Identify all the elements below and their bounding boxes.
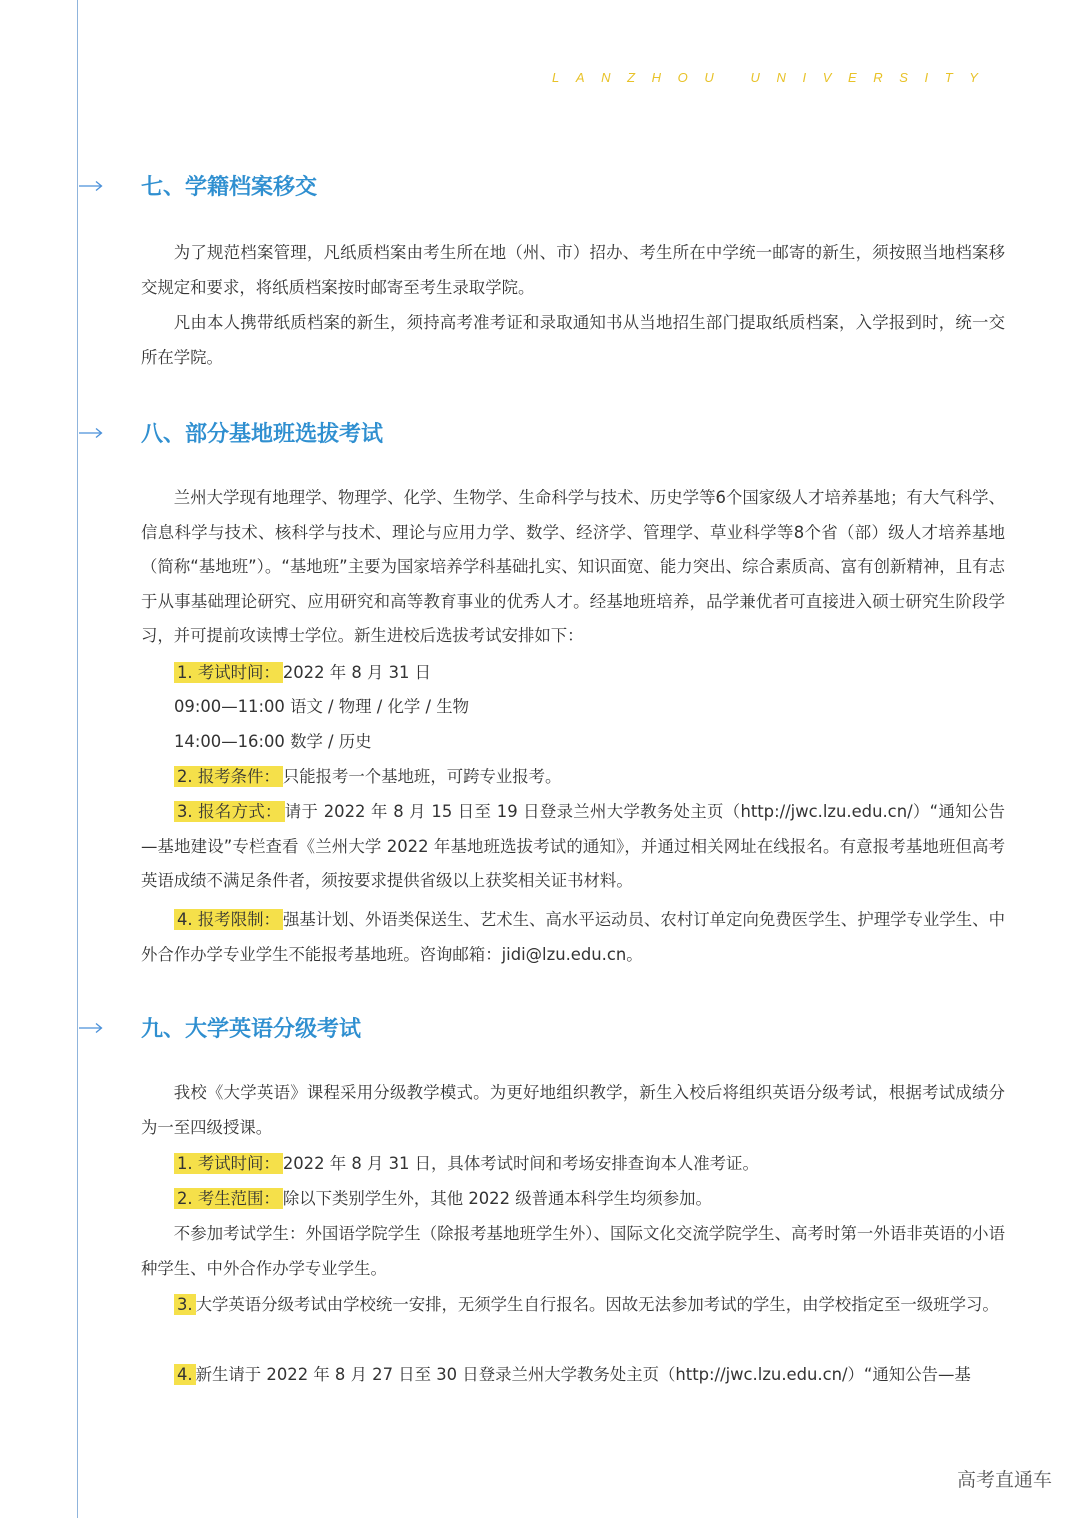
list-item [141, 903, 1005, 972]
highlight-label: 1. 考试时间： [174, 662, 283, 683]
arrow-right-icon [79, 427, 103, 439]
header-university-name: LANZHOU UNIVERSITY [552, 70, 995, 85]
arrow-right-icon [79, 1022, 103, 1034]
item-text: 只能报考一个基地班，可跨专业报考。 [282, 767, 562, 786]
item-text: 强基计划、外语类保送生、艺术生、高水平运动员、农村订单定向免费医学生、护理学专业学生、中外合作办学专业学生不能报考基地班。咨询邮箱：jidi@lzu.edu.cn。 [141, 910, 1005, 964]
highlight-label: 3. [174, 1294, 196, 1315]
item-text: 2022 年 8 月 31 日，具体考试时间和考场安排查询本人准考证。 [282, 1154, 759, 1173]
paragraph: 为了规范档案管理，凡纸质档案由考生所在地（州、市）招办、考生所在中学统一邮寄的新生，须按照当地档案移交规定和要求，将纸质档案按时邮寄至考生录取学院。 [141, 243, 1005, 297]
list-item [141, 795, 1005, 899]
section-title: 七、学籍档案移交 [141, 175, 318, 200]
paragraph: 凡由本人携带纸质档案的新生，须持高考准考证和录取通知书从当地招生部门提取纸质档案，入学报到时，统一交所在学院。 [141, 313, 1005, 367]
list-item [174, 1182, 712, 1217]
item-text: 2022 年 8 月 31 日 [282, 663, 432, 682]
item-text: 请于 2022 年 8 月 15 日至 19 日登录兰州大学教务处主页（http://jwc.lzu.edu.cn/）“通知公告—基地建设”专栏查看《兰州大学 2022 年基地班选拔考试的通知》，并通过相关网址在线报名。有意报考基地班但高考英语成绩不满足条件者，须按要求提供省级以上获奖相关证书材料。 [141, 802, 1005, 890]
highlight-label: 2. 考生范围： [174, 1188, 283, 1209]
item-text: 除以下类别学生外，其他 2022 级普通本科学生均须参加。 [282, 1189, 712, 1208]
highlight-label: 2. 报考条件： [174, 766, 283, 787]
arrow-right-icon [79, 180, 103, 192]
schedule-line: 14:00—16:00 数学 / 历史 [174, 732, 372, 751]
highlight-label: 4. [174, 1364, 196, 1385]
paragraph: 兰州大学现有地理学、物理学、化学、生物学、生命科学与技术、历史学等6个国家级人才培养基地；有大气科学、信息科学与技术、核科学与技术、理论与应用力学、数学、经济学、管理学、草业科学等8个省（部）级人才培养基地（简称“基地班”）。“基地班”主要为国家培养学科基础扎实、知识面宽、能力突出、综合素质高、富有创新精神，且有志于从事基础理论研究、应用研究和高等教育事业的优秀人才。经基地班培养，品学兼优者可直接进入硕士研究生阶段学习，并可提前攻读博士学位。新生进校后选拔考试安排如下： [141, 488, 1005, 645]
left-margin-rule [77, 0, 78, 1518]
highlight-label: 1. 考试时间： [174, 1153, 283, 1174]
list-item [174, 656, 431, 691]
watermark: 高考直通车 [956, 1469, 1052, 1491]
item-text: 新生请于 2022 年 8 月 27 日至 30 日登录兰州大学教务处主页（http://jwc.lzu.edu.cn/）“通知公告—基 [195, 1365, 971, 1384]
list-item [174, 1358, 971, 1393]
highlight-label: 3. 报名方式： [174, 801, 285, 822]
list-item [141, 1288, 1005, 1323]
paragraph: 不参加考试学生：外国语学院学生（除报考基地班学生外）、国际文化交流学院学生、高考时第一外语非英语的小语种学生、中外合作办学专业学生。 [141, 1224, 1005, 1278]
list-item [174, 760, 561, 795]
section-title: 九、大学英语分级考试 [141, 1017, 362, 1042]
item-text: 大学英语分级考试由学校统一安排，无须学生自行报名。因故无法参加考试的学生，由学校指定至一级班学习。 [195, 1295, 999, 1314]
schedule-line: 09:00—11:00 语文 / 物理 / 化学 / 生物 [174, 697, 470, 716]
highlight-label: 4. 报考限制： [174, 909, 283, 930]
paragraph: 我校《大学英语》课程采用分级教学模式。为更好地组织教学，新生入校后将组织英语分级考试，根据考试成绩分为一至四级授课。 [141, 1083, 1005, 1137]
section-title: 八、部分基地班选拔考试 [141, 422, 384, 447]
list-item [174, 1147, 759, 1182]
